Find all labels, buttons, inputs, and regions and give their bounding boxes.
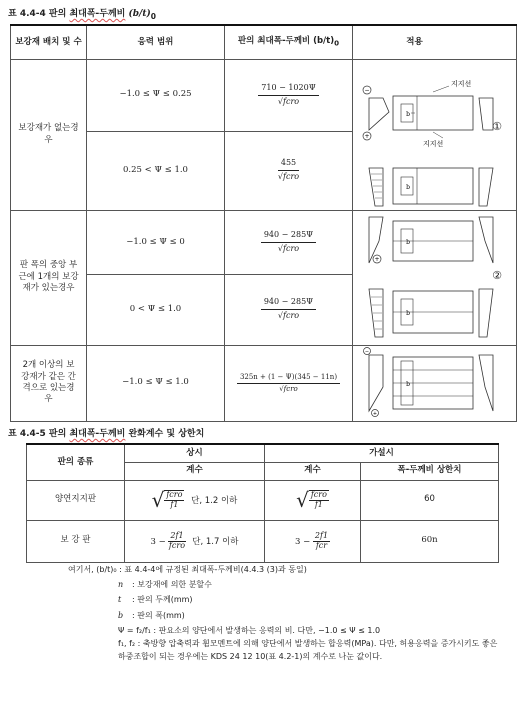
t2-header-normal: 상시: [125, 444, 265, 462]
t2-header-coef2: 계수: [265, 462, 361, 480]
t1-header-apply-text: 적용: [406, 36, 423, 47]
t2-coef-1: √ fcro f1 단, 1.2 이하: [125, 480, 265, 520]
t1-formula-2-num: 455: [278, 158, 299, 171]
svg-text:−: −: [364, 86, 370, 94]
t1-group-no-stiffener: 보강재가 없는경우: [11, 59, 87, 210]
t2-header-limit: 폭-두께비 상한치: [361, 462, 499, 480]
t1-formula-3: [225, 210, 353, 274]
t2-coef2-2-den: fcr: [315, 540, 328, 550]
t1-apply-cell-1: [353, 59, 517, 210]
t2-header-coef: 계수: [125, 462, 265, 480]
svg-text:−: −: [364, 349, 370, 355]
t1-formula-2-den: √fcro: [277, 172, 300, 182]
t1-header-arrangement: 보강재 배치 및 수: [11, 25, 87, 59]
table2-title-prefix: 표 4.4-5 판의: [8, 429, 70, 439]
t1-formula-3-den: √fcro: [277, 243, 300, 253]
note-t-sym: t: [118, 595, 122, 605]
t1-range-2: 0.25 < Ψ ≤ 1.0: [87, 131, 225, 210]
svg-text:+: +: [374, 255, 380, 263]
t1-header-ratio-sub: 0: [334, 38, 340, 48]
t2-limit-2: 60n: [361, 520, 499, 562]
note-n-text: : 보강재에 의한 분할수: [132, 580, 212, 590]
t1-range-1: −1.0 ≤ Ψ ≤ 0.25: [87, 59, 225, 131]
t1-formula-5-num: 325n + (1 − Ψ)(345 − 11n): [237, 373, 340, 384]
t1-apply-cell-2: [353, 210, 517, 345]
t1-formula-4-den: √fcro: [277, 311, 300, 321]
t2-limit-1: 60: [361, 480, 499, 520]
table1-title: 표 4.4-4 판의 최대폭-두께비 $(b/t)_0$: [8, 9, 156, 21]
t1-formula-1: [225, 59, 353, 131]
svg-text:b: b: [406, 381, 410, 388]
note-psi: [118, 623, 516, 638]
t1-formula-4-num: 940 − 285Ψ: [261, 297, 316, 310]
t1-range-4: 0 < Ψ ≤ 1.0: [87, 274, 225, 345]
t1-header-range: 응력 범위: [87, 25, 225, 59]
svg-text:b: b: [406, 309, 410, 317]
t2-header-construction: 가설시: [265, 444, 499, 462]
t2-coef-2-num: 2f1: [170, 530, 184, 540]
table1-title-underlined: 최대폭-두께비: [69, 9, 126, 19]
t2-coef2-1: √ fcro f1: [265, 480, 361, 520]
svg-text:b: b: [406, 238, 410, 246]
t1-diagram-1-bottom-label: 지지선: [423, 139, 444, 148]
t1-formula-3-num: 940 − 285Ψ: [261, 230, 316, 243]
t2-header-kind: 판의 종류: [27, 444, 125, 480]
t1-diagram-1-top-label: 지지선: [451, 79, 472, 88]
t2-coef2-2-num: 2f1: [314, 530, 329, 540]
t1-header-ratio: [225, 25, 353, 59]
t1-formula-2: [225, 131, 353, 210]
t1-header-apply: [353, 25, 517, 59]
t1-diagram-3: [353, 347, 517, 419]
notes-intro: 여기서, (b/t)₀ : 표 4.4-4에 규정된 최대폭-두께비(4.4.3 (3)과 동일): [68, 565, 307, 574]
t1-range-5: −1.0 ≤ Ψ ≤ 1.0: [87, 345, 225, 421]
note-n: [118, 577, 516, 592]
t1-formula-1-num: 710 − 1020Ψ: [258, 83, 318, 96]
t2-coef2-2-prefix: 3 −: [294, 536, 311, 547]
t1-group-multi-stiffener: 2개 이상의 보강재가 같은 간격으로 있는경우: [11, 345, 87, 421]
t2-coef2-2: [265, 520, 361, 562]
t1-formula-4: [225, 274, 353, 345]
notes: [68, 562, 516, 664]
table2-title: [8, 426, 204, 439]
t1-formula-1-den: √fcro: [277, 96, 300, 106]
t2-coef-1-den: f1: [170, 500, 179, 509]
table2: [26, 443, 499, 563]
t1-formula-5-den: √fcro: [279, 385, 298, 393]
t1-apply-mark-1: ①: [492, 119, 502, 133]
t2-coef-2-den: fcro: [168, 540, 186, 550]
table2-title-suffix: 완화계수 및 상한치: [125, 429, 205, 439]
t1-header-ratio-text: 판의 최대폭-두께비 (b/t): [237, 36, 335, 47]
svg-text:+: +: [364, 132, 370, 140]
note-b-sym: b: [118, 610, 124, 620]
t1-range-3: −1.0 ≤ Ψ ≤ 0: [87, 210, 225, 274]
note-t-text: : 판의 두께(mm): [132, 595, 193, 605]
note-n-sym: n: [118, 580, 124, 590]
note-b-text: : 판의 폭(mm): [132, 610, 185, 620]
t2-coef2-1-num: fcro: [310, 490, 327, 500]
svg-text:+: +: [372, 411, 378, 417]
t2-coef2-1-den: f1: [314, 500, 323, 509]
note-f-text: f₁, f₂ : 축방향 압축력과 휨모멘트에 의해 양단에서 발생하는 합응력(MPa). 다만, 허용응력을 증가시키도 좋은 하중조합이 되는 경우에는 KDS 24 12 10(표 4.2-1)의 계수로 나눈 값이다.: [118, 638, 498, 661]
svg-text:b: b: [406, 183, 410, 191]
t1-apply-mark-2: ②: [492, 268, 502, 282]
t1-apply-cell-3: [353, 345, 517, 421]
t2-coef-2-note: 단, 1.7 이하: [192, 536, 239, 547]
note-psi-text: Ψ = f₂/f₁ : 판요소의 양단에서 발생하는 응력의 비. 다만, −1.0 ≤ Ψ ≤ 1.0: [118, 625, 381, 635]
t2-coef-1-note: 단, 1.2 이하: [191, 495, 238, 506]
t1-diagram-1-b-label: b: [406, 110, 410, 118]
t1-group-one-stiffener: 판 폭의 중앙 부근에 1개의 보강재가 있는경우: [11, 210, 87, 345]
t2-coef-1-num: fcro: [166, 490, 183, 500]
table1-title-prefix: 표 4.4-4 판의: [8, 9, 70, 19]
t2-coef-2-prefix: 3 −: [150, 536, 166, 547]
note-f: [118, 638, 516, 664]
note-b: [118, 608, 516, 623]
t1-formula-5: [225, 345, 353, 421]
note-t: [118, 592, 516, 607]
t2-kind-1: 양연지지판: [27, 480, 125, 520]
t2-coef-2: [125, 520, 265, 562]
table2-title-underlined: 최대폭-두께비: [69, 429, 126, 439]
t2-kind-2: 보 강 판: [27, 520, 125, 562]
table1: [10, 24, 517, 422]
t1-diagram-1: [353, 60, 517, 210]
